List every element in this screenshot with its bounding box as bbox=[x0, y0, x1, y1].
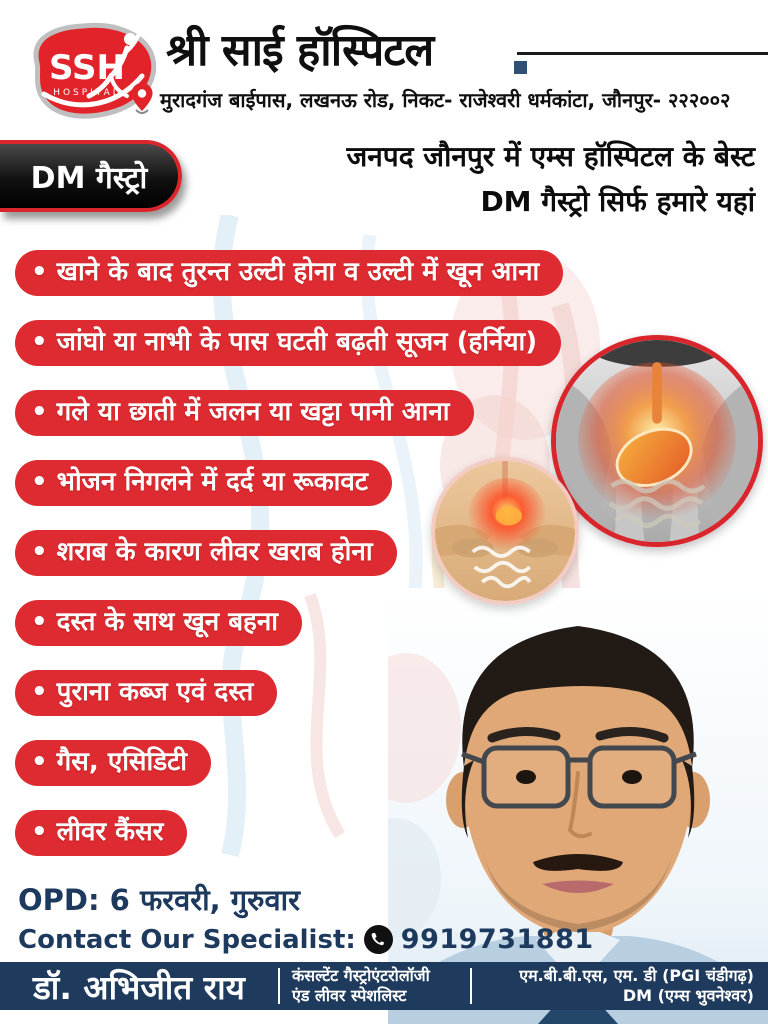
dm-gastro-badge-label: DM गैस्ट्रो bbox=[30, 160, 148, 196]
phone-icon bbox=[364, 925, 393, 954]
symptom-item: • खाने के बाद तुरन्त उल्टी होना व उल्टी में खून आना bbox=[15, 250, 563, 296]
doctor-designation bbox=[280, 966, 470, 1006]
tagline-line2: DM गैस्ट्रो सिर्फ हमारे यहां bbox=[480, 185, 755, 218]
qualification-line1: एम.बी.बी.एस, एम. डी (PGI चंडीगढ़) bbox=[519, 966, 754, 985]
opd-schedule: OPD: 6 फरवरी, गुरुवार bbox=[18, 883, 300, 917]
phone-number: 9919731881 bbox=[400, 924, 594, 955]
contact-label: Contact Our Specialist: bbox=[18, 924, 356, 955]
symptom-item: • भोजन निगलने में दर्द या रूकावट bbox=[15, 460, 392, 506]
abdomen-pain-illustration bbox=[435, 461, 575, 601]
qualification-line2: DM (एम्स भुवनेश्वर) bbox=[622, 986, 754, 1005]
designation-line2: एंड लीवर स्पेशलिस्ट bbox=[292, 986, 407, 1005]
decorative-blue-square bbox=[514, 61, 527, 74]
footer-bar bbox=[0, 962, 768, 1010]
symptom-item: • दस्त के साथ खून बहना bbox=[15, 600, 302, 646]
stomach-illustration-circle bbox=[551, 335, 763, 547]
symptom-item: • पुराना कब्ज एवं दस्त bbox=[15, 670, 277, 716]
opd-block bbox=[18, 880, 594, 955]
symptom-item: • गैस, एसिडिटी bbox=[15, 740, 211, 786]
address-row bbox=[130, 82, 730, 116]
doctor-qualification bbox=[472, 966, 768, 1006]
title-underline bbox=[517, 52, 768, 55]
designation-line1: कंसल्टेंट गैस्ट्रोएंटरोलॉजी bbox=[292, 966, 430, 985]
hospital-address: मुरादगंज बाईपास, लखनऊ रोड, निकट- राजेश्वरी धर्मकांटा, जौनपुर- २२२००२ bbox=[160, 87, 731, 112]
tagline bbox=[346, 134, 755, 224]
dm-gastro-badge bbox=[0, 140, 182, 212]
location-pin-icon bbox=[130, 82, 154, 116]
symptom-item: • शराब के कारण लीवर खराब होना bbox=[15, 530, 397, 576]
symptom-item: • गले या छाती में जलन या खट्टा पानी आना bbox=[15, 390, 474, 436]
logo-subtitle: HOSPITAL bbox=[53, 88, 121, 98]
symptom-item: • जांघो या नाभी के पास घटती बढ़ती सूजन (हर्निया) bbox=[15, 320, 561, 366]
stomach-glow-illustration bbox=[556, 340, 758, 542]
abdomen-illustration-circle bbox=[431, 457, 579, 605]
contact-row bbox=[18, 924, 594, 955]
hospital-name-title: श्री साई हॉस्पिटल bbox=[166, 25, 434, 76]
tagline-line1: जनपद जौनपुर में एम्स हॉस्पिटल के बेस्ट bbox=[346, 140, 755, 173]
doctor-name: डॉ. अभिजीत राय bbox=[33, 967, 245, 1007]
logo-abbr: SSH bbox=[49, 48, 125, 88]
symptom-item: • लीवर कैंसर bbox=[15, 810, 187, 856]
